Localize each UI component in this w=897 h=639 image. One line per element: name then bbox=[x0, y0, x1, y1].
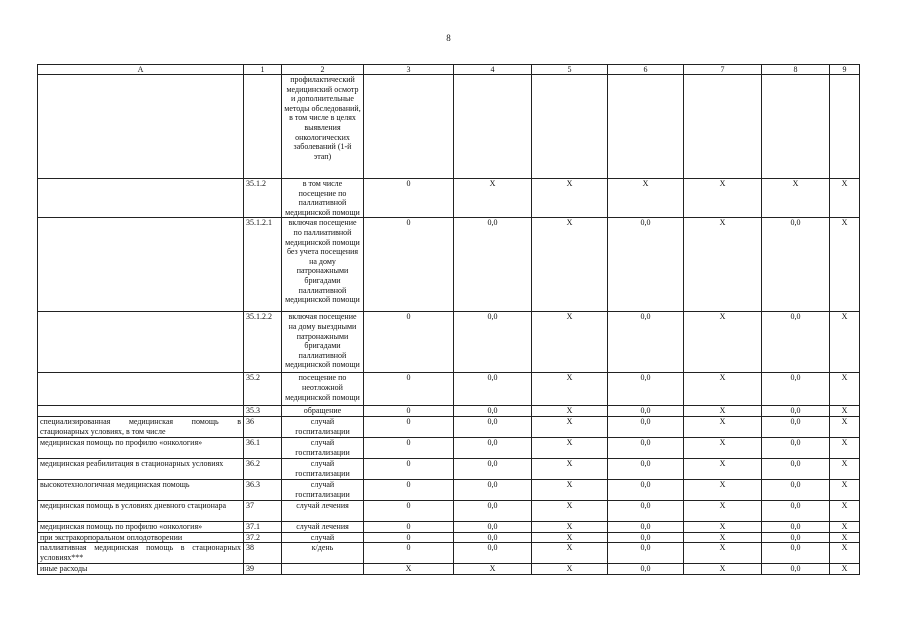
row-number-cell: 38 bbox=[244, 543, 282, 564]
value-cell: 0 bbox=[364, 532, 454, 543]
value-cell bbox=[684, 75, 762, 179]
header-cell: 8 bbox=[762, 65, 830, 75]
row-number-cell: 35.2 bbox=[244, 373, 282, 406]
value-cell: Х bbox=[684, 543, 762, 564]
value-cell: Х bbox=[684, 500, 762, 521]
value-cell bbox=[608, 75, 684, 179]
unit-cell: посещение по неотложной медицинской помощи bbox=[282, 373, 364, 406]
value-cell: Х bbox=[684, 179, 762, 218]
value-cell: 0,0 bbox=[608, 521, 684, 532]
value-cell: Х bbox=[830, 458, 860, 479]
value-cell: 0,0 bbox=[454, 373, 532, 406]
value-cell: 0 bbox=[364, 416, 454, 437]
row-number-cell: 36.1 bbox=[244, 437, 282, 458]
data-table bbox=[37, 64, 860, 575]
row-number-cell: 39 bbox=[244, 564, 282, 575]
value-cell: Х bbox=[684, 458, 762, 479]
value-cell: Х bbox=[532, 479, 608, 500]
value-cell: Х bbox=[454, 564, 532, 575]
row-label-cell: медицинская реабилитация в стационарных условиях bbox=[38, 458, 244, 479]
value-cell: 0 bbox=[364, 218, 454, 312]
value-cell: 0,0 bbox=[762, 373, 830, 406]
table-row bbox=[38, 521, 860, 532]
value-cell: Х bbox=[830, 532, 860, 543]
unit-cell: включая посещение на дому выездными патронажными бригадами паллиативной медицинской помощи bbox=[282, 312, 364, 373]
value-cell: Х bbox=[532, 532, 608, 543]
value-cell: 0 bbox=[364, 479, 454, 500]
value-cell: 0,0 bbox=[762, 543, 830, 564]
unit-cell: случай лечения bbox=[282, 521, 364, 532]
value-cell: Х bbox=[532, 437, 608, 458]
value-cell: 0,0 bbox=[762, 416, 830, 437]
value-cell: 0,0 bbox=[762, 521, 830, 532]
value-cell: Х bbox=[684, 437, 762, 458]
value-cell: 0,0 bbox=[608, 479, 684, 500]
value-cell: 0,0 bbox=[762, 312, 830, 373]
value-cell: 0,0 bbox=[608, 373, 684, 406]
table-row bbox=[38, 406, 860, 417]
row-number-cell: 37.2 bbox=[244, 532, 282, 543]
row-number-cell: 37 bbox=[244, 500, 282, 521]
unit-cell: в том числе посещение по паллиативной медицинской помощи bbox=[282, 179, 364, 218]
table-row bbox=[38, 500, 860, 521]
row-label-cell bbox=[38, 373, 244, 406]
value-cell: Х bbox=[830, 312, 860, 373]
unit-cell: случай лечения bbox=[282, 500, 364, 521]
value-cell: 0,0 bbox=[608, 406, 684, 417]
value-cell: Х bbox=[532, 543, 608, 564]
header-cell: 1 bbox=[244, 65, 282, 75]
value-cell: Х bbox=[684, 532, 762, 543]
value-cell: Х bbox=[454, 179, 532, 218]
row-label-cell bbox=[38, 218, 244, 312]
row-label-cell: иные расходы bbox=[38, 564, 244, 575]
table-row bbox=[38, 179, 860, 218]
value-cell: Х bbox=[532, 179, 608, 218]
row-label-cell: высокотехнологичная медицинская помощь bbox=[38, 479, 244, 500]
value-cell: 0,0 bbox=[608, 500, 684, 521]
header-cell: 4 bbox=[454, 65, 532, 75]
value-cell: Х bbox=[532, 564, 608, 575]
value-cell: 0 bbox=[364, 543, 454, 564]
unit-cell: обращение bbox=[282, 406, 364, 417]
value-cell: Х bbox=[532, 416, 608, 437]
value-cell: Х bbox=[532, 406, 608, 417]
row-number-cell: 35.1.2 bbox=[244, 179, 282, 218]
value-cell bbox=[364, 75, 454, 179]
unit-cell bbox=[282, 564, 364, 575]
value-cell: 0,0 bbox=[608, 458, 684, 479]
value-cell: Х bbox=[762, 179, 830, 218]
value-cell: 0,0 bbox=[454, 406, 532, 417]
value-cell: 0 bbox=[364, 521, 454, 532]
table-row bbox=[38, 479, 860, 500]
table-row bbox=[38, 218, 860, 312]
value-cell: 0,0 bbox=[454, 312, 532, 373]
row-label-cell bbox=[38, 312, 244, 373]
value-cell: Х bbox=[830, 479, 860, 500]
value-cell: 0 bbox=[364, 179, 454, 218]
table-row bbox=[38, 373, 860, 406]
value-cell: 0 bbox=[364, 500, 454, 521]
value-cell: 0,0 bbox=[608, 218, 684, 312]
row-number-cell: 36.3 bbox=[244, 479, 282, 500]
row-label-cell: медицинская помощь в условиях дневного стационара bbox=[38, 500, 244, 521]
unit-cell: случай bbox=[282, 532, 364, 543]
header-cell: 7 bbox=[684, 65, 762, 75]
row-number-cell: 36 bbox=[244, 416, 282, 437]
value-cell: 0,0 bbox=[454, 437, 532, 458]
header-row bbox=[38, 65, 860, 75]
value-cell: 0 bbox=[364, 458, 454, 479]
unit-cell: случай госпитализации bbox=[282, 479, 364, 500]
row-number-cell: 35.1.2.1 bbox=[244, 218, 282, 312]
value-cell: Х bbox=[684, 479, 762, 500]
page-number: 8 bbox=[446, 33, 451, 43]
row-label-cell bbox=[38, 406, 244, 417]
row-label-cell bbox=[38, 75, 244, 179]
value-cell: Х bbox=[532, 521, 608, 532]
table-row bbox=[38, 532, 860, 543]
value-cell: Х bbox=[684, 218, 762, 312]
value-cell: Х bbox=[830, 406, 860, 417]
value-cell: 0,0 bbox=[454, 458, 532, 479]
value-cell: Х bbox=[684, 416, 762, 437]
table-row bbox=[38, 564, 860, 575]
value-cell: 0 bbox=[364, 437, 454, 458]
value-cell: 0,0 bbox=[762, 500, 830, 521]
table-row bbox=[38, 75, 860, 179]
value-cell: 0,0 bbox=[762, 532, 830, 543]
unit-cell: случай госпитализации bbox=[282, 458, 364, 479]
value-cell: Х bbox=[532, 500, 608, 521]
value-cell: Х bbox=[830, 373, 860, 406]
value-cell: Х bbox=[532, 458, 608, 479]
value-cell: 0 bbox=[364, 406, 454, 417]
value-cell: 0,0 bbox=[454, 218, 532, 312]
table-row bbox=[38, 543, 860, 564]
header-cell: 9 bbox=[830, 65, 860, 75]
table-row bbox=[38, 458, 860, 479]
row-label-cell: медицинская помощь по профилю «онкология» bbox=[38, 521, 244, 532]
row-number-cell: 37.1 bbox=[244, 521, 282, 532]
value-cell: Х bbox=[830, 437, 860, 458]
value-cell: Х bbox=[830, 543, 860, 564]
value-cell: Х bbox=[684, 564, 762, 575]
value-cell: Х bbox=[830, 416, 860, 437]
row-number-cell: 35.1.2.2 bbox=[244, 312, 282, 373]
unit-cell: к/день bbox=[282, 543, 364, 564]
value-cell: 0,0 bbox=[608, 312, 684, 373]
row-label-cell: медицинская помощь по профилю «онкология» bbox=[38, 437, 244, 458]
value-cell: 0,0 bbox=[454, 532, 532, 543]
value-cell: Х bbox=[684, 521, 762, 532]
row-label-cell: при экстракорпоральном оплодотворении bbox=[38, 532, 244, 543]
value-cell: 0,0 bbox=[608, 543, 684, 564]
value-cell: 0,0 bbox=[454, 521, 532, 532]
unit-cell: случай госпитализации bbox=[282, 416, 364, 437]
value-cell: 0,0 bbox=[762, 564, 830, 575]
table-row bbox=[38, 437, 860, 458]
value-cell: 0,0 bbox=[454, 500, 532, 521]
value-cell: 0,0 bbox=[454, 479, 532, 500]
value-cell: 0,0 bbox=[762, 458, 830, 479]
unit-cell: профилактический медицинский осмотр и дополнительные методы обследований, в том числе в целях выявления онкологических заболеваний (1-й этап) bbox=[282, 75, 364, 179]
value-cell: Х bbox=[684, 373, 762, 406]
value-cell: 0,0 bbox=[608, 437, 684, 458]
value-cell: Х bbox=[608, 179, 684, 218]
value-cell: Х bbox=[830, 179, 860, 218]
unit-cell: случай госпитализации bbox=[282, 437, 364, 458]
value-cell: 0,0 bbox=[608, 416, 684, 437]
value-cell: 0,0 bbox=[454, 416, 532, 437]
value-cell bbox=[532, 75, 608, 179]
value-cell bbox=[454, 75, 532, 179]
value-cell: 0,0 bbox=[454, 543, 532, 564]
header-cell: 5 bbox=[532, 65, 608, 75]
value-cell: Х bbox=[532, 312, 608, 373]
table-row bbox=[38, 312, 860, 373]
row-label-cell: паллиативная медицинская помощь в стационарных условиях*** bbox=[38, 543, 244, 564]
value-cell: 0 bbox=[364, 373, 454, 406]
header-cell: 3 bbox=[364, 65, 454, 75]
header-cell: 2 bbox=[282, 65, 364, 75]
row-number-cell: 36.2 bbox=[244, 458, 282, 479]
value-cell bbox=[830, 75, 860, 179]
header-cell: 6 bbox=[608, 65, 684, 75]
value-cell: Х bbox=[364, 564, 454, 575]
value-cell: 0,0 bbox=[762, 406, 830, 417]
row-label-cell bbox=[38, 179, 244, 218]
value-cell: 0,0 bbox=[762, 437, 830, 458]
value-cell: Х bbox=[830, 521, 860, 532]
value-cell: 0,0 bbox=[762, 479, 830, 500]
value-cell: 0 bbox=[364, 312, 454, 373]
value-cell bbox=[762, 75, 830, 179]
value-cell: 0,0 bbox=[608, 564, 684, 575]
value-cell: Х bbox=[684, 312, 762, 373]
unit-cell: включая посещение по паллиативной медицинской помощи без учета посещения на дому патронажными бригадами паллиативной медицинской помощи bbox=[282, 218, 364, 312]
value-cell: Х bbox=[830, 564, 860, 575]
table-row bbox=[38, 416, 860, 437]
value-cell: Х bbox=[830, 500, 860, 521]
value-cell: 0,0 bbox=[608, 532, 684, 543]
row-number-cell: 35.3 bbox=[244, 406, 282, 417]
value-cell: Х bbox=[532, 218, 608, 312]
value-cell: Х bbox=[684, 406, 762, 417]
header-cell: А bbox=[38, 65, 244, 75]
value-cell: Х bbox=[532, 373, 608, 406]
value-cell: Х bbox=[830, 218, 860, 312]
row-number-cell bbox=[244, 75, 282, 179]
value-cell: 0,0 bbox=[762, 218, 830, 312]
row-label-cell: специализированная медицинская помощь в стационарных условиях, в том числе bbox=[38, 416, 244, 437]
